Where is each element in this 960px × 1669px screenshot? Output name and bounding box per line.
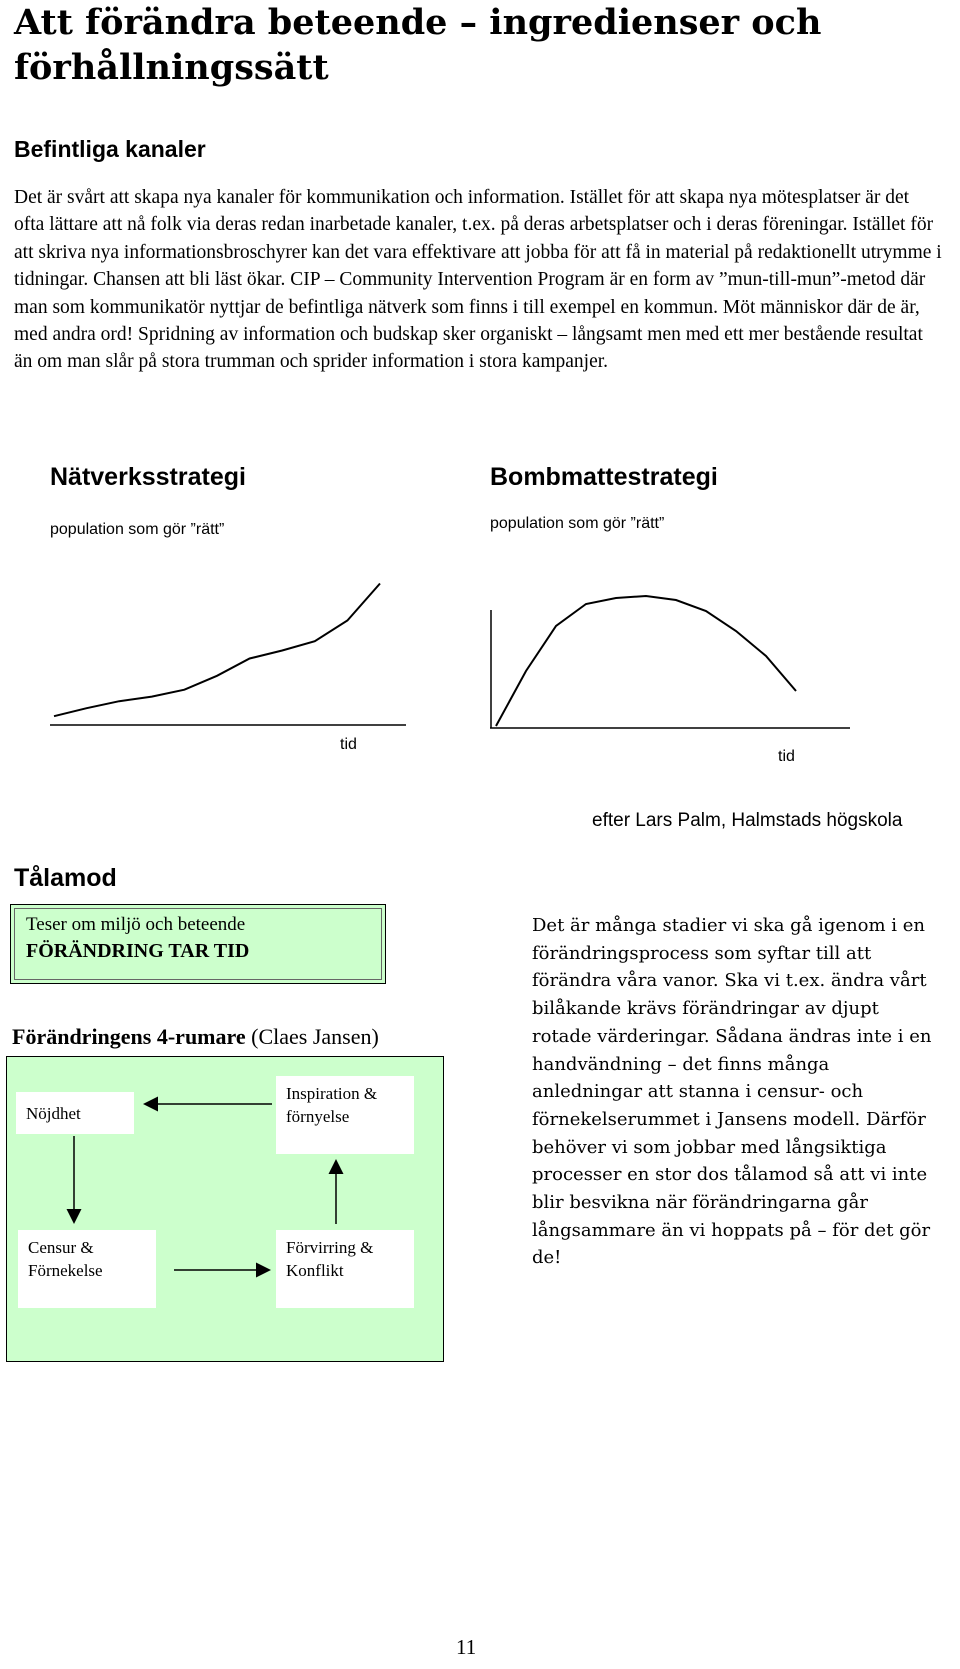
room-inspiration: Inspiration & förnyelse bbox=[276, 1076, 414, 1154]
chart-xlabel-natverksstrategi: tid bbox=[340, 736, 357, 753]
chart-title-natverksstrategi: Nätverksstrategi bbox=[50, 463, 246, 491]
chart-bombmattestrategi bbox=[490, 550, 850, 730]
thesis-line-2: FÖRÄNDRING TAR TID bbox=[26, 940, 250, 962]
rooms-model-title bbox=[12, 1024, 379, 1050]
chart-title-bombmattestrategi: Bombmattestrategi bbox=[490, 463, 718, 491]
chart-ylabel-natverksstrategi: population som gör ”rätt” bbox=[50, 521, 225, 538]
room-nojdhet: Nöjdhet bbox=[16, 1092, 134, 1134]
rooms-model-title-bold: Förändringens 4-rumare bbox=[12, 1024, 246, 1049]
series-line-bombmattestrategi bbox=[496, 596, 796, 726]
talamod-paragraph: Det är många stadier vi ska gå igenom i en förändringsprocess som syftar till att förändra våra vanor. Ska vi t.ex. ändra vårt bilåkande krävs förändringar av djupt rotade värderingar. Sådana ändras inte i en handvändning – det finns många anledningar att stanna i censur- och förnekelserummet i Jansens modell. Därför behöver vi som jobbar med långsiktiga processer en stor dos tålamod så att vi inte blir besvikna när förändringarna går långsammare än vi hoppats på – för det gör de! bbox=[532, 915, 932, 1269]
chart-ylabel-bombmattestrategi: population som gör ”rätt” bbox=[490, 515, 665, 532]
chart-xlabel-bombmattestrategi: tid bbox=[778, 748, 795, 765]
series-line-natverksstrategi bbox=[54, 584, 380, 717]
rooms-model-title-author: (Claes Jansen) bbox=[245, 1024, 379, 1049]
page-title: Att förändra beteende – ingredienser och förhållningssätt bbox=[14, 2, 822, 88]
page-number: 11 bbox=[456, 1635, 477, 1659]
section-heading-talamod: Tålamod bbox=[14, 864, 117, 892]
section-heading-befintliga-kanaler: Befintliga kanaler bbox=[14, 136, 206, 162]
room-arrows bbox=[6, 1056, 444, 1362]
room-forvirring: Förvirring & Konflikt bbox=[276, 1230, 414, 1308]
chart-natverksstrategi bbox=[50, 560, 406, 726]
section-paragraph-befintliga-kanaler: Det är svårt att skapa nya kanaler för kommunikation och information. Istället för att skapa nya mötesplatser är det ofta lättare att nå folk via deras redan inarbetade kanaler, t.ex. på deras arbetsplatser och i deras föreningar. Istället för att skriva nya informationsbroschyrer kan det vara effektivare att jobba för att få in material på redaktionellt utrymme i tidningar. Chansen att bli läst ökar. CIP – Community Intervention Program är en form av ”mun-till-mun”-metod där man som kommunikatör nyttjar de befintliga nätverk som finns i till exempel en kommun. Möt människor där de är, med andra ord! Spridning av information och budskap sker organiskt – långsamt men med ett mer bestående resultat än om man slår på stora trumman och sprider information i stora kampanjer. bbox=[14, 187, 942, 373]
credit-text: efter Lars Palm, Halmstads högskola bbox=[592, 810, 903, 831]
thesis-line-1: Teser om miljö och beteende bbox=[26, 914, 246, 935]
room-censur: Censur & Förnekelse bbox=[18, 1230, 156, 1308]
